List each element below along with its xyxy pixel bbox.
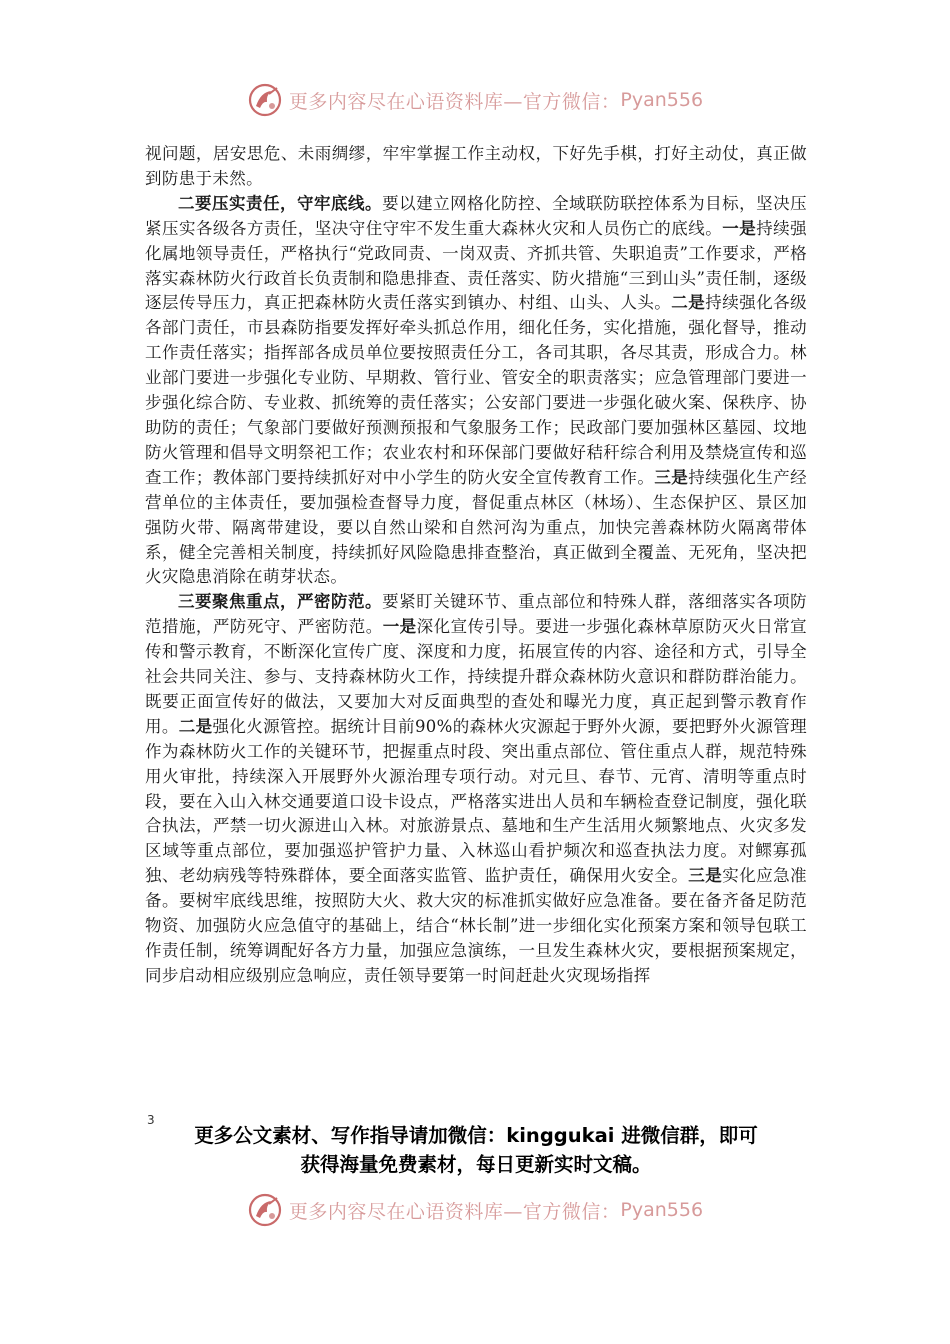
brand-logo-icon bbox=[247, 82, 283, 118]
banner-text: 更多内容尽在心语资料库—官方微信： bbox=[288, 90, 621, 113]
bold-keyword: 二是 bbox=[178, 716, 213, 736]
bold-keyword: 三是 bbox=[654, 467, 689, 487]
header-banner bbox=[0, 82, 950, 118]
footer-banner bbox=[0, 1192, 950, 1228]
promo-footer bbox=[150, 1121, 802, 1179]
paragraph-text: 强化火源管控。据统计目前90%的森林火灾源起于野外火源，要把野外火源管理作为森林防火工作的关键环节，把握重点时段、突出重点部位、管住重点人群，规范特殊用火审批，持续深入开展野外火源治理专项行动。对元旦、春节、元宵、清明等重点时段，要在入山入林交通要道口设卡设点，严格落实进出人员和车辆检查登记制度，强化联合执法，严禁一切火源进山入林。对旅游景点、墓地和生产生活用火频繁地点、火灾多发区域等重点部位，要加强巡护管护力量、入林巡山看护频次和巡查执法力度。对鳏寡孤独、老幼病残等特殊群体，要全面落实监管、监护责任，确保用火安全。 bbox=[145, 716, 807, 886]
bold-keyword: 三要聚焦重点，严密防范。 bbox=[178, 592, 383, 612]
paragraph-text: 视问题，居安思危、未雨绸缪，牢牢掌握工作主动权，下好先手棋，打好主动仗，真正做到防患于未然。 bbox=[145, 144, 807, 188]
bold-keyword: 一是 bbox=[722, 218, 757, 238]
bold-keyword: 一是 bbox=[382, 617, 417, 637]
paragraph-text: 持续强化各级各部门责任，市县森防指要发挥好牵头抓总作用，细化任务，实化措施，强化督导，推动工作责任落实；指挥部各成员单位要按照责任分工，各司其职，各尽其责，形成合力。林业部门要进一步强化专业防、早期救、管行业、管安全的职责落实；应急管理部门要进一步强化综合防、专业救、抓统筹的责任落实；公安部门要进一步强化破火案、保秩序、协助防的责任；气象部门要做好预测预报和气象服务工作；民政部门要加强林区墓园、坟地防火管理和倡导文明祭祀工作；农业农村和环保部门要做好秸秆综合利用及禁烧宣传和巡查工作；教体部门要持续抓好对中小学生的防火安全宣传教育工作。 bbox=[145, 293, 808, 487]
paragraph bbox=[145, 192, 807, 591]
paragraph bbox=[145, 590, 807, 989]
paragraph-text: 实化应急准备。要树牢底线思维，按照防大火、救大灾的标准抓实做好应急准备。要在备齐备足防范物资、加强防火应急值守的基础上，结合“林长制”进一步细化实化预案方案和领导包联工作责任制，统筹调配好各方力量，加强应急演练，一旦发生森林火灾，要根据预案规定，同步启动相应级别应急响应，责任领导要第一时间赶赴火灾现场指挥 bbox=[145, 866, 808, 985]
bold-keyword: 二是 bbox=[671, 293, 706, 313]
bold-keyword: 二要压实责任，守牢底线。 bbox=[178, 193, 383, 213]
page-number: 3 bbox=[147, 1113, 155, 1127]
banner-text: 更多内容尽在心语资料库—官方微信： bbox=[288, 1200, 621, 1223]
brand-logo-icon bbox=[247, 1192, 283, 1228]
bold-keyword: 三是 bbox=[688, 866, 723, 886]
promo-line-1: 更多公文素材、写作指导请加微信：kinggukai 进微信群，即可 bbox=[194, 1124, 758, 1147]
paragraph-text: 深化宣传引导。要进一步强化森林草原防灭火日常宣传和警示教育，不断深化宣传广度、深度和力度，拓展宣传的内容、途径和方式，引导全社会共同关注、参与、支持森林防火工作，持续提升群众森林防火意识和群防群治能力。既要正面宣传好的做法，又要加大对反面典型的查处和曝光力度，真正起到警示教育作用。 bbox=[145, 617, 808, 736]
paragraph bbox=[145, 142, 807, 192]
paragraph-text: 要紧盯关键环节、重点部位和特殊人群，落细落实各项防范措施，严防死守、严密防范。 bbox=[145, 592, 808, 637]
promo-line-2: 获得海量免费素材，每日更新实时文稿。 bbox=[300, 1153, 652, 1176]
paragraph-text: 要以建立网格化防控、全域联防联控体系为目标，坚决压紧压实各级各方责任，坚决守住守牢不发生重大森林火灾和人员伤亡的底线。 bbox=[145, 193, 808, 238]
paragraph-text: 持续强化生产经营单位的主体责任，要加强检查督导力度，督促重点林区（林场）、生态保护区、景区加强防火带、隔离带建设，要以自然山梁和自然河沟为重点，加快完善森林防火隔离带体系，健全完善相关制度，持续抓好风险隐患排查整治，真正做到全覆盖、无死角，坚决把火灾隐患消除在萌芽状态。 bbox=[145, 467, 808, 587]
paragraph-text: 持续强化属地领导责任，严格执行“党政同责、一岗双责、齐抓共管、失职追责”工作要求，严格落实森林防火行政首长负责制和隐患排查、责任落实、防火措施“三到山头”责任制，逐级逐层传导压力，真正把森林防火责任落实到镇办、村组、山头、人头。 bbox=[145, 218, 808, 313]
document-body bbox=[145, 142, 807, 989]
banner-wechat-id: Pyan556 bbox=[620, 89, 704, 111]
banner-wechat-id: Pyan556 bbox=[620, 1199, 704, 1221]
